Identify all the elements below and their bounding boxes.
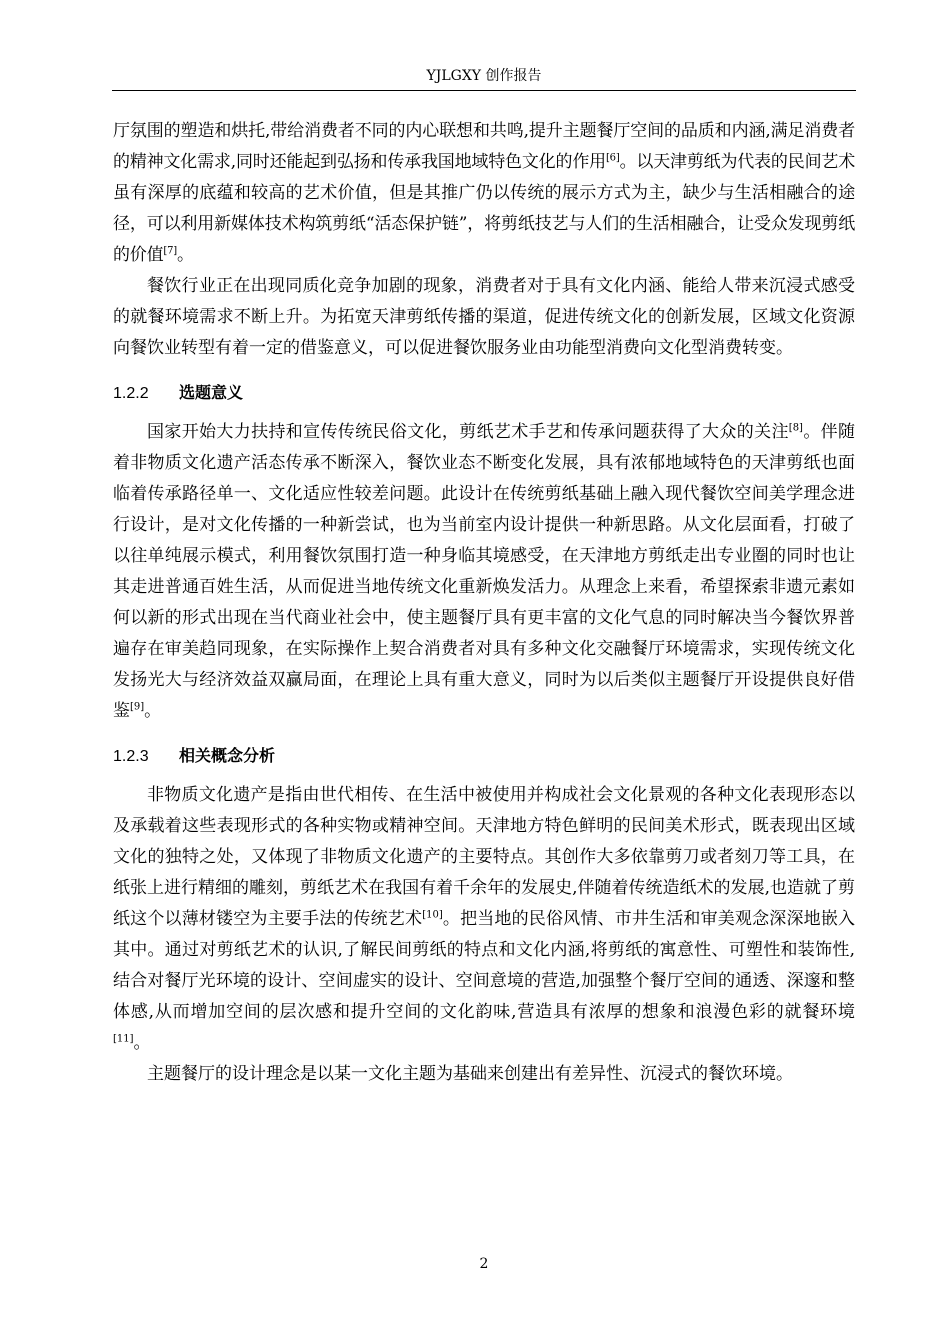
paragraph-text: 。伴随着非物质文化遗产活态传承不断深入，餐饮业态不断变化发展，具有浓郁地域特色的天津剪纸也面临着传承路径单一、文化适应性较差问题。此设计在传统剪纸基础上融入现代餐饮空间美学理念进行设计，是对文化传播的一种新尝试，也为当前室内设计提供一种新思路。从文化层面看，打破了以往单纯展示模式，利用餐饮氛围打造一种身临其境感受，在天津地方剪纸走出专业圈的同时也让其走进普通百姓生活，从而促进当地传统文化重新焕发活力。从理念上来看，希望探索非遗元素如何以新的形式出现在当代商业社会中，使主题餐厅具有更丰富的文化气息的同时解决当今餐饮界普遍存在审美趋同现象，在实际操作上契合消费者对具有多种文化交融餐厅环境需求，实现传统文化发扬光大与经济效益双赢局面，在理论上具有重大意义，同时为以后类似主题餐厅开设提供良好借鉴 — [113, 422, 856, 721]
paragraph-text: 。把当地的民俗风情、市井生活和审美观念深深地嵌入其中。通过对剪纸艺术的认识,了解民间剪纸的特点和文化内涵,将剪纸的寓意性、可塑性和装饰性,结合对餐厅光环境的设计、空间虚实的设计、空间意境的营造,加强整个餐厅空间的通透、深邃和整体感,从而增加空间的层次感和提升空间的文化韵味,营造具有浓厚的想象和浪漫色彩的就餐环境 — [113, 909, 856, 1022]
citation-9: [9] — [130, 701, 145, 713]
section-title: 选题意义 — [179, 383, 244, 402]
paragraph-topic-significance — [113, 417, 855, 727]
citation-8: [8] — [788, 422, 803, 434]
section-heading-1-2-2 — [113, 382, 855, 405]
paragraph-text: 。 — [133, 1033, 151, 1053]
section-heading-1-2-3 — [113, 745, 855, 768]
paragraph-text: 主题餐厅的设计理念是以某一文化主题为基础来创建出有差异性、沉浸式的餐饮环境。 — [147, 1064, 793, 1084]
paragraph-text: 。以天津剪纸为代表的民间艺术虽有深厚的底蕴和较高的艺术价值，但是其推广仍以传统的展示方式为主，缺少与生活相融合的途径，可以利用新媒体技术构筑剪纸“活态保护链”，将剪纸技艺与人们的生活相融合，让受众发现剪纸的价值 — [113, 152, 856, 265]
paragraph-intangible-heritage — [113, 780, 855, 1059]
paragraph-theme-restaurant — [113, 1059, 855, 1090]
page-number: 2 — [479, 1256, 489, 1272]
paragraph-catering-industry — [113, 271, 855, 364]
citation-7: [7] — [163, 245, 177, 257]
document-body — [113, 116, 855, 1090]
section-number: 1.2.3 — [113, 748, 149, 765]
section-number: 1.2.2 — [113, 385, 149, 402]
paragraph-intro-continued — [113, 116, 855, 271]
section-title: 相关概念分析 — [179, 746, 276, 765]
paragraph-text: 餐饮行业正在出现同质化竞争加剧的现象，消费者对于具有文化内涵、能给人带来沉浸式感受的就餐环境需求不断上升。为拓宽天津剪纸传播的渠道，促进传统文化的创新发展，区域文化资源向餐饮业转型有着一定的借鉴意义，可以促进餐饮服务业由功能型消费向文化型消费转变。 — [113, 276, 855, 358]
header-rule — [112, 90, 856, 91]
citation-10: [10] — [422, 909, 443, 921]
page-header: YJLGXY 创作报告 — [426, 68, 542, 84]
citation-11: [11] — [113, 1033, 134, 1045]
paragraph-text: 非物质文化遗产是指由世代相传、在生活中被使用并构成社会文化景观的各种文化表现形态以及承载着这些表现形式的各种实物或精神空间。天津地方特色鲜明的民间美术形式，既表现出区域文化的独特之处，又体现了非物质文化遗产的主要特点。其创作大多依靠剪刀或者刻刀等工具，在纸张上进行精细的雕刻，剪纸艺术在我国有着千余年的发展史,伴随着传统造纸术的发展,也造就了剪纸这个以薄材镂空为主要手法的传统艺术 — [113, 785, 855, 929]
citation-6: [6] — [605, 152, 620, 164]
paragraph-text: 厅氛围的塑造和烘托,带给消费者不同的内心联想和共鸣,提升主题餐厅空间的品质和内涵,满足消费者的精神文化需求,同时还能起到弘扬和传承我国地域特色文化的作用 — [113, 121, 855, 172]
paragraph-text: 。 — [176, 245, 194, 265]
paragraph-text: 。 — [144, 701, 162, 721]
paragraph-text: 国家开始大力扶持和宣传传统民俗文化，剪纸艺术手艺和传承问题获得了大众的关注 — [147, 422, 789, 442]
